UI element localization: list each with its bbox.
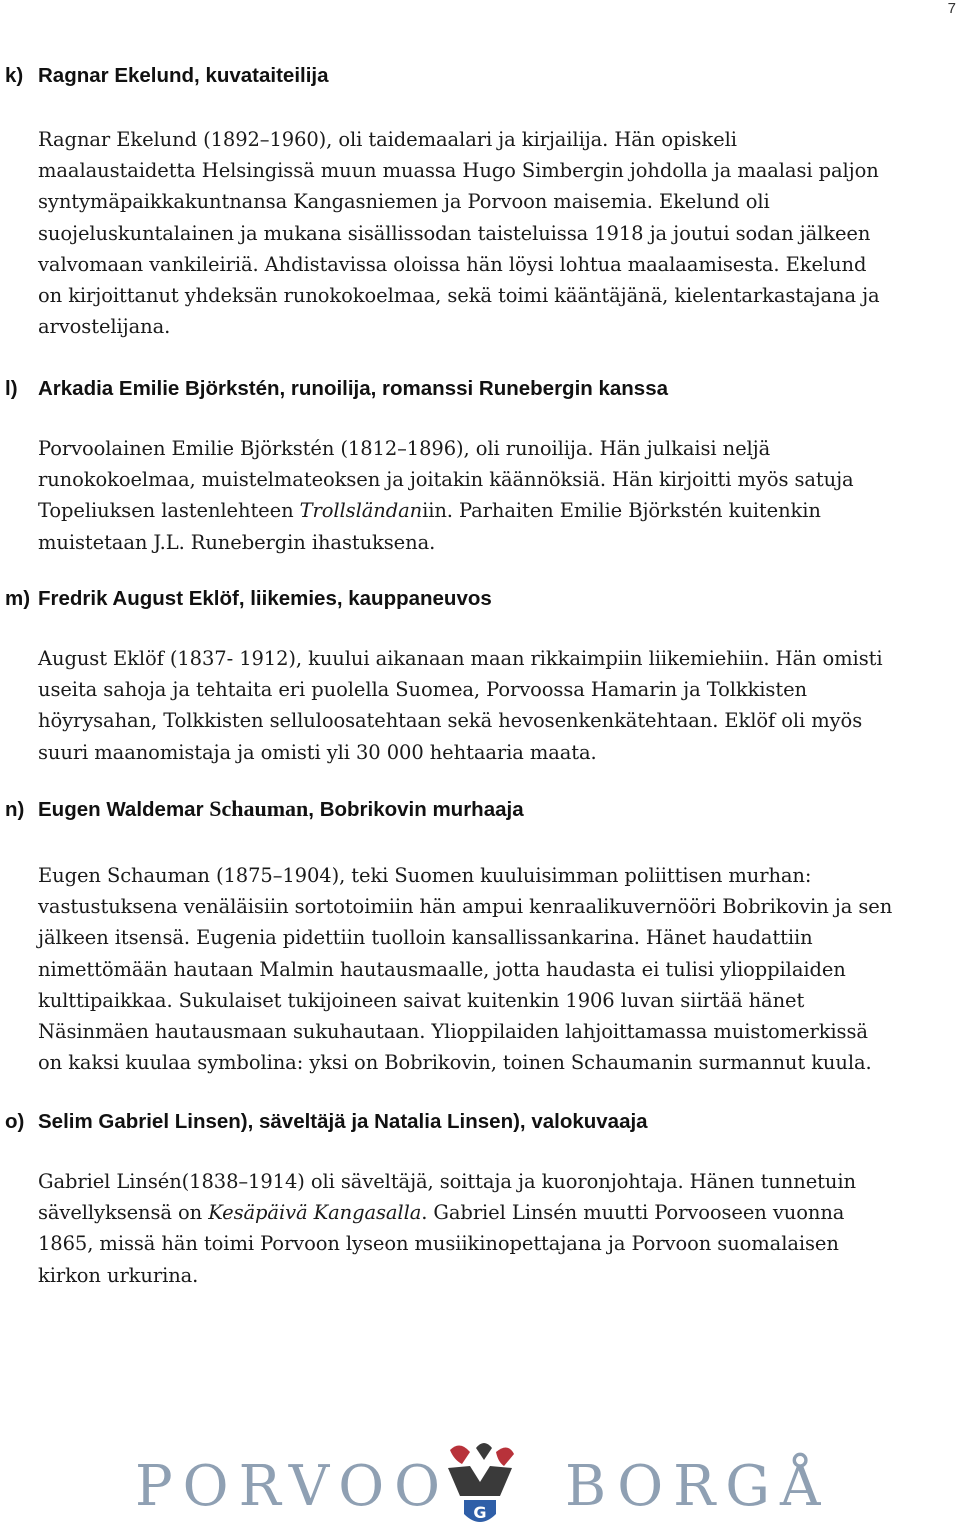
text-line: valvomaan vankileiriä. Ahdistavissa oloissa hän löysi lohtua maalaamisesta. Ekelund (38, 252, 867, 276)
svg-text:G: G (473, 1503, 487, 1522)
section-heading (0, 64, 960, 88)
text-line: vastustuksena venäläisiin sortotoimiin hän ampui kenraalikuvernööri Bobrikovin ja sen (38, 895, 893, 919)
text-line: Eugen Schauman (1875–1904), teki Suomen kuuluisimman poliittisen murhan: (38, 864, 812, 887)
section-body (0, 1166, 960, 1291)
text-line: useita sahoja ja tehtaita eri puolella Suomea, Porvoossa Hamarin ja Tolkkisten (38, 678, 807, 702)
logo-word-borga: BORGÅ (565, 1454, 831, 1519)
text-segment: iin. Parhaiten Emilie Björkstén kuitenkin (422, 499, 821, 523)
section-letter: k) (5, 64, 24, 87)
composition-title: Kesäpäivä Kangasalla (208, 1201, 422, 1225)
section-n (0, 796, 960, 1078)
text-line: on kirjoittanut yhdeksän runokokoelmaa, sekä toimi kääntäjänä, kielentarkastajana ja (38, 284, 880, 308)
text-line (38, 495, 958, 526)
text-segment: Topeliuksen lastenlehteen (38, 499, 300, 523)
text-line: Näsinmäen hautausmaan sukuhautaan. Ylioppilaiden lahjoittamassa muistomerkissä (38, 1020, 868, 1044)
text-line: nimettömään hautaan Malmin hautausmaalle, jotta haudasta ei tulisi ylioppilaiden (38, 957, 846, 981)
section-heading (0, 587, 960, 611)
text-line: 1865, missä hän toimi Porvoon lyseon musiikinopettajana ja Porvoon suomalaisen (38, 1232, 839, 1256)
section-letter: n) (5, 798, 25, 821)
text-segment: sävellyksensä on (38, 1201, 209, 1225)
text-line: on kaksi kuulaa symbolina: yksi on Bobrikovin, toinen Schaumanin surmannut kuula. (38, 1051, 872, 1075)
text-line: Ragnar Ekelund (1892–1960), oli taidemaalari ja kirjailija. Hän opiskeli (38, 128, 737, 151)
section-title-name: Schauman (209, 796, 309, 821)
section-k (0, 64, 960, 342)
text-line: runokokoelmaa, muistelmateoksen ja joitakin käännöksiä. Hän kirjoitti myös satuja (38, 468, 854, 492)
section-title: Fredrik August Eklöf, liikemies, kauppaneuvos (38, 587, 492, 610)
text-line: Porvoolainen Emilie Björkstén (1812–1896), oli runoilija. Hän julkaisi neljä (38, 437, 771, 460)
section-body (0, 860, 960, 1078)
text-line: kulttipaikkaa. Sukulaiset tukijoineen saivat kuitenkin 1906 luvan siirtää hänet (38, 988, 805, 1012)
section-heading (0, 1110, 960, 1134)
text-line: kirkon urkurina. (38, 1263, 199, 1287)
section-m (0, 587, 960, 768)
section-o (0, 1110, 960, 1291)
section-heading (0, 377, 960, 401)
text-line: muistetaan J.L. Runebergin ihastuksena. (38, 530, 436, 554)
section-letter: l) (5, 377, 18, 400)
text-segment: . Gabriel Linsén muutti Porvooseen vuonna (421, 1201, 845, 1225)
section-title: Arkadia Emilie Björkstén, runoilija, romanssi Runebergin kanssa (38, 377, 669, 400)
section-body (0, 433, 960, 558)
porvoo-borga-logo (135, 1438, 831, 1532)
section-l (0, 377, 960, 558)
section-body (0, 124, 960, 342)
text-line (38, 1197, 958, 1228)
magazine-title: Trollsländan (299, 499, 423, 523)
section-title: Ragnar Ekelund, kuvataiteilija (38, 64, 329, 87)
section-letter: m) (5, 587, 31, 610)
city-emblem-icon (440, 1438, 520, 1532)
section-letter: o) (5, 1110, 25, 1133)
text-line: syntymäpaikkakuntnansa Kangasniemen ja Porvoon maisemia. Ekelund oli (38, 190, 770, 214)
logo-word-porvoo: PORVOO (135, 1454, 451, 1519)
text-line: jälkeen itsensä. Eugenia pidettiin tuolloin kansallissankarina. Hänet haudattiin (38, 926, 813, 950)
text-line: Gabriel Linsén(1838–1914) oli säveltäjä, soittaja ja kuoronjohtaja. Hänen tunnetuin (38, 1170, 856, 1193)
section-title-part: , Bobrikovin murhaaja (308, 798, 524, 821)
text-line: höyrysahan, Tolkkisten selluloosatehtaan sekä hevosenkenkätehtaan. Eklöf oli myös (38, 709, 863, 733)
section-title: Selim Gabriel Linsen), säveltäjä ja Natalia Linsen), valokuvaaja (38, 1110, 648, 1133)
text-line: maalaustaidetta Helsingissä muun muassa Hugo Simbergin johdolla ja maalasi paljon (38, 159, 879, 183)
text-line: suojeluskuntalainen ja mukana sisällissodan taisteluissa 1918 ja joutui sodan jälkeen (38, 221, 871, 245)
text-line: suuri maanomistaja ja omisti yli 30 000 hehtaaria maata. (38, 740, 597, 764)
text-line: arvostelijana. (38, 315, 171, 339)
section-body (0, 643, 960, 768)
text-line: August Eklöf (1837- 1912), kuului aikanaan maan rikkaimpiin liikemiehiin. Hän omisti (38, 647, 883, 670)
section-title-part: Eugen Waldemar (38, 798, 210, 821)
page-number: 7 (947, 0, 956, 17)
section-heading (0, 796, 960, 822)
